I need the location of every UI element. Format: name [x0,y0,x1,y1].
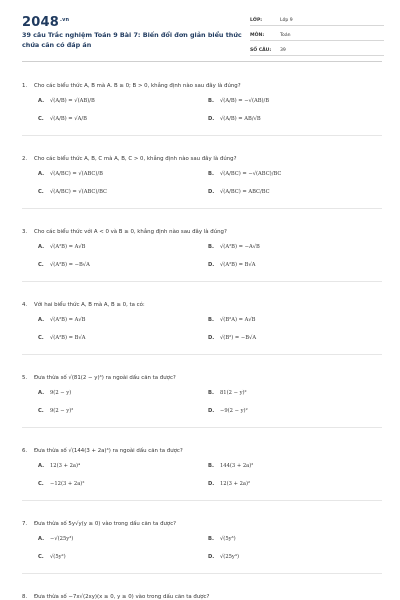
meta-box [250,13,384,58]
divider [22,354,382,355]
divider [22,281,382,282]
question-1 [22,82,382,130]
option-text: −9(2 − y)² [220,408,248,414]
option-a[interactable] [38,315,86,325]
option-b[interactable] [208,461,253,471]
option-text: √(5y³) [220,536,236,542]
meta-row-subject [250,28,384,41]
option-text: √(A²B) = −A√B [220,244,260,250]
option-letter: D. [208,554,215,560]
option-letter: A. [38,171,45,177]
logo-text: 2048 [22,15,59,30]
option-text: √(A/B) = −√(AB)/B [220,98,270,104]
question-number: 3. [22,229,28,235]
question-number: 2. [22,156,28,162]
option-c[interactable] [38,333,86,343]
question-4 [22,301,382,349]
option-text: −√(25y³) [50,536,74,542]
option-text: −12(3 + 2a)² [50,481,85,487]
divider [22,208,382,209]
option-letter: C. [38,116,44,122]
option-letter: D. [208,408,215,414]
option-text: 81(2 − y)² [220,390,247,396]
option-text: 9(2 − y) [50,390,72,396]
question-number: 1. [22,83,28,89]
document-header [22,0,382,62]
question-2 [22,155,382,203]
question-stem: Cho các biểu thức A, B mà A. B ≥ 0; B > 0, khẳng định nào sau đây là đúng? [34,83,241,89]
option-letter: A. [38,317,45,323]
option-a[interactable] [38,169,103,179]
option-text: √(A²B) = A√B [50,244,86,250]
option-d[interactable] [208,260,256,270]
option-text: 12(3 + 2a)⁴ [50,463,81,469]
option-text: 12(3 + 2a)² [220,481,251,487]
option-b[interactable] [208,534,236,544]
option-letter: B. [208,390,214,396]
option-letter: B. [208,98,214,104]
class-value: Lớp 9 [280,18,293,23]
option-d[interactable] [208,333,256,343]
option-letter: B. [208,244,214,250]
question-8 [22,593,382,600]
option-letter: C. [38,554,44,560]
option-c[interactable] [38,187,107,197]
divider [22,500,382,501]
question-stem: Đưa thừa số √(144(3 + 2a)⁴) ra ngoài dấu căn ta được? [34,448,183,454]
option-letter: B. [208,171,214,177]
option-c[interactable] [38,260,90,270]
option-text: √(A/BC) = −√(ABC)/BC [220,171,282,177]
divider [22,135,382,136]
document-title: 39 câu Trắc nghiệm Toán 9 Bài 7: Biến đổi đơn giản biểu thức chứa căn có đáp án [22,31,242,49]
option-b[interactable] [208,96,269,106]
option-letter: D. [208,262,215,268]
option-text: √(5y²) [50,554,66,560]
option-letter: C. [38,335,44,341]
option-text: √(B²) = −B√A [220,335,257,341]
option-b[interactable] [208,388,247,398]
question-stem: Cho các biểu thức với A < 0 và B ≥ 0, khẳng định nào sau đây là đúng? [34,229,227,235]
option-c[interactable] [38,479,84,489]
question-stem: Với hai biểu thức A, B mà A, B ≥ 0, ta có: [34,302,145,308]
option-text: √(A/B) = AB/√B [220,116,261,122]
meta-row-class [250,13,384,26]
option-c[interactable] [38,114,87,124]
question-number: 7. [22,521,28,527]
question-stem: Đưa thừa số √(81(2 − y)⁴) ra ngoài dấu căn ta được? [34,375,176,381]
option-text: √(A/BC) = ABC/BC [220,189,270,195]
subject-value: Toán [280,33,291,38]
option-text: √(A²B) = B√A [50,335,86,341]
option-letter: D. [208,189,215,195]
option-a[interactable] [38,461,80,471]
option-letter: B. [208,463,214,469]
option-text: 9(2 − y)² [50,408,74,414]
option-a[interactable] [38,242,86,252]
meta-row-count [250,43,384,56]
option-text: √(A/B) = √(AB)/B [50,98,95,104]
question-stem: Đưa thừa số −7x√(2xy)(x ≥ 0, y ≥ 0) vào trong dấu căn ta được? [34,594,210,600]
option-text: √(A²B) = B√A [220,262,256,268]
question-number: 6. [22,448,28,454]
option-text: 144(3 + 2a)² [220,463,254,469]
option-letter: A. [38,536,45,542]
question-7 [22,520,382,568]
option-d[interactable] [208,114,261,124]
option-a[interactable] [38,388,71,398]
question-number: 5. [22,375,28,381]
question-3 [22,228,382,276]
subject-label: MÔN: [250,33,265,38]
option-letter: C. [38,262,44,268]
option-letter: C. [38,481,44,487]
option-letter: A. [38,98,45,104]
option-c[interactable] [38,552,66,562]
option-letter: B. [208,317,214,323]
option-a[interactable] [38,534,73,544]
question-number: 8. [22,594,28,600]
question-5 [22,374,382,422]
option-text: √(25y³) [220,554,239,560]
count-value: 39 [280,48,286,53]
option-letter: B. [208,536,214,542]
option-text: √(A/BC) = √(ABC)/BC [50,189,107,195]
option-text: √(A²B) = A√B [50,317,86,323]
option-d[interactable] [208,187,270,197]
site-logo[interactable] [22,15,69,30]
option-b[interactable] [208,315,256,325]
option-letter: C. [38,189,44,195]
divider [22,573,382,574]
option-letter: A. [38,463,45,469]
question-stem: Cho các biểu thức A, B, C mà A, B, C > 0, khẳng định nào sau đây là đúng? [34,156,237,162]
option-letter: A. [38,244,45,250]
option-letter: D. [208,481,215,487]
class-label: LỚP: [250,18,263,23]
question-stem: Đưa thừa số 5y√y(y ≥ 0) vào trong dấu căn ta được? [34,521,177,527]
question-number: 4. [22,302,28,308]
option-b[interactable] [208,242,260,252]
option-b[interactable] [208,169,281,179]
option-c[interactable] [38,406,73,416]
option-d[interactable] [208,552,239,562]
option-d[interactable] [208,406,248,416]
option-d[interactable] [208,479,250,489]
question-6 [22,447,382,495]
option-letter: D. [208,335,215,341]
option-letter: C. [38,408,44,414]
option-text: √(A²B) = −B√A [50,262,90,268]
option-a[interactable] [38,96,95,106]
logo-suffix: .vn [59,16,70,23]
option-text: √(B²A) = A√B [220,317,256,323]
option-letter: D. [208,116,215,122]
option-text: √(A/B) = √A/B [50,116,87,122]
divider [22,427,382,428]
option-text: √(A/BC) = √(ABC)/B [50,171,103,177]
option-letter: A. [38,390,45,396]
count-label: SỐ CÂU: [250,48,272,53]
